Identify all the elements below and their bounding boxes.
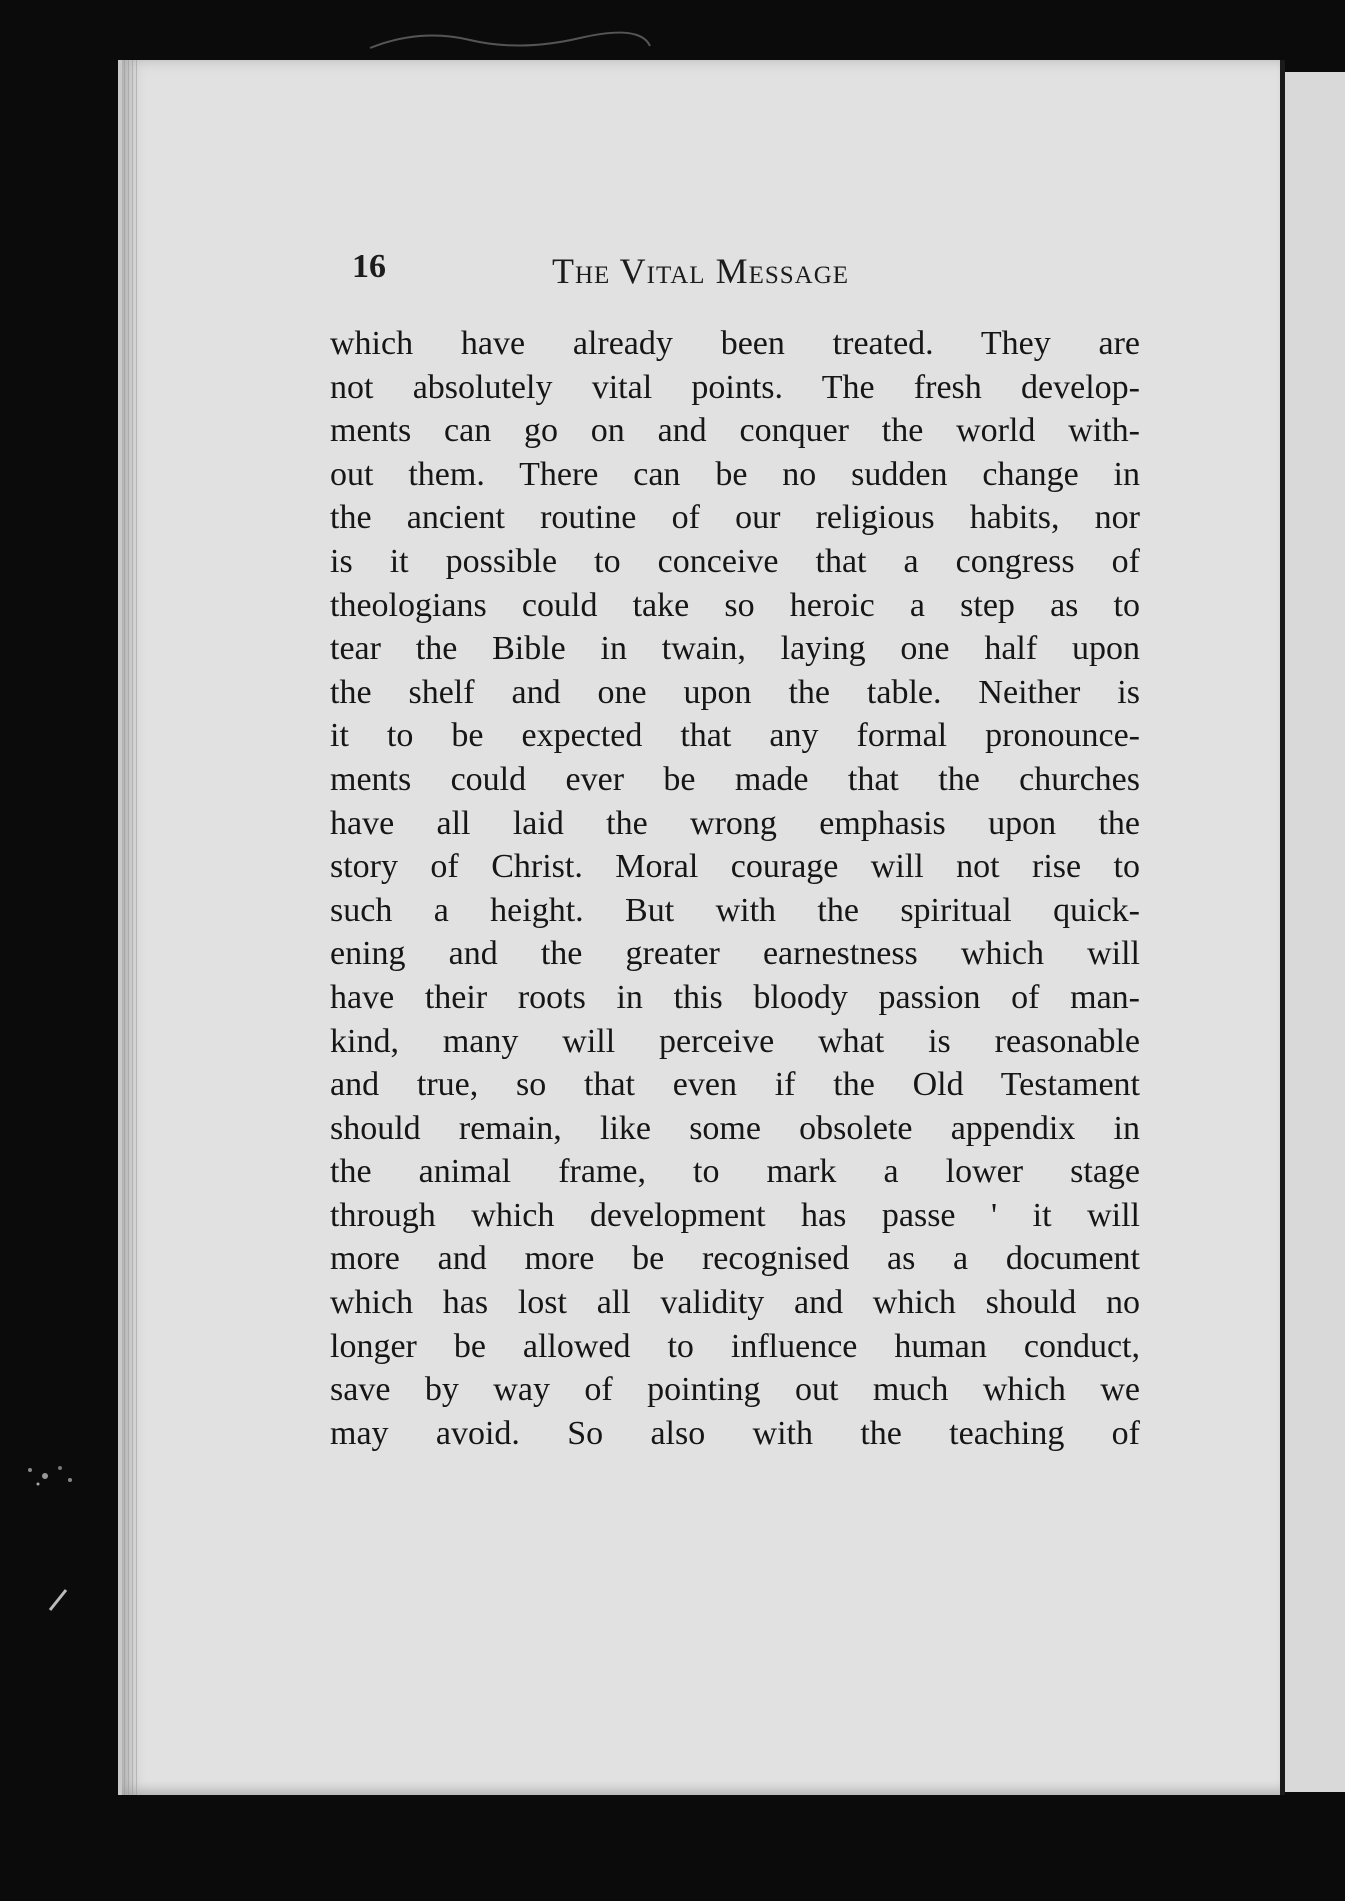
text-line: kind, many will perceive what is reasonable	[330, 1022, 1140, 1060]
text-line: the ancient routine of our religious habits, nor	[330, 499, 1140, 537]
text-line: is it possible to conceive that a congress of	[330, 542, 1140, 580]
text-line: have their roots in this bloody passion of man-	[330, 978, 1140, 1016]
text-line: out them. There can be no sudden change in	[330, 455, 1140, 493]
text-line: story of Christ. Moral courage will not rise to	[330, 848, 1140, 886]
running-header	[352, 248, 1152, 298]
text-line: longer be allowed to influence human conduct,	[330, 1327, 1140, 1365]
text-line: more and more be recognised as a document	[330, 1240, 1140, 1278]
text-line: through which development has passe ' it will	[330, 1196, 1140, 1234]
text-line: ments can go on and conquer the world with-	[330, 412, 1140, 450]
body-paragraph	[330, 322, 1140, 1455]
text-line: and true, so that even if the Old Testament	[330, 1066, 1140, 1104]
running-title: The Vital Message	[552, 251, 850, 291]
page-number: 16	[352, 248, 386, 285]
text-line: should remain, like some obsolete appendix in	[330, 1109, 1140, 1147]
scan-scratch-mark	[360, 18, 660, 58]
text-line: which has lost all validity and which should no	[330, 1284, 1140, 1322]
text-line: may avoid. So also with the teaching of	[330, 1414, 1140, 1452]
text-line: tear the Bible in twain, laying one half upon	[330, 630, 1140, 668]
text-line: not absolutely vital points. The fresh develop-	[330, 368, 1140, 406]
text-line: the animal frame, to mark a lower stage	[330, 1153, 1140, 1191]
text-line: it to be expected that any formal pronounce-	[330, 717, 1140, 755]
text-line: have all laid the wrong emphasis upon the	[330, 804, 1140, 842]
text-line: which have already been treated. They are	[330, 325, 1140, 362]
text-line: ening and the greater earnestness which will	[330, 935, 1140, 973]
text-line: such a height. But with the spiritual quick-	[330, 891, 1140, 929]
adjacent-page-edge	[1285, 72, 1345, 1792]
text-line: the shelf and one upon the table. Neither is	[330, 673, 1140, 711]
page-edge-lines	[124, 60, 138, 1795]
scan-dust-specks	[10, 1440, 100, 1860]
text-line: theologians could take so heroic a step as to	[330, 586, 1140, 624]
text-line: save by way of pointing out much which we	[330, 1371, 1140, 1409]
text-line: ments could ever be made that the churches	[330, 760, 1140, 798]
